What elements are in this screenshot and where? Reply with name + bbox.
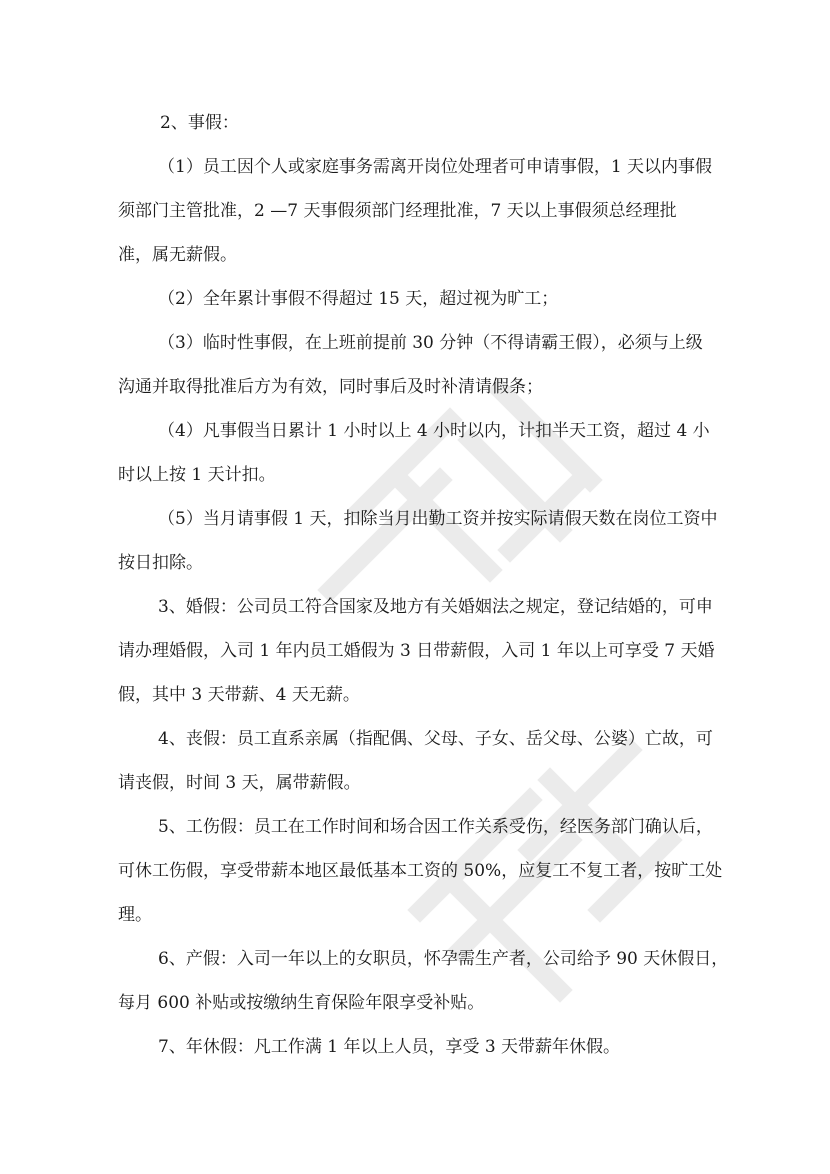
text-line: 请办理婚假，入司 1 年内员工婚假为 3 日带薪假，入司 1 年以上可享受 7 天婚 xyxy=(118,641,715,661)
text-line: 沟通并取得批准后方为有效，同时事后及时补清请假条； xyxy=(118,377,543,397)
text-line: 请丧假，时间 3 天，属带薪假。 xyxy=(118,773,361,793)
text-line: 5、工伤假：员工在工作时间和场合因工作关系受伤，经医务部门确认后， xyxy=(158,817,713,837)
text-line: 每月 600 补贴或按缴纳生育保险年限享受补贴。 xyxy=(118,993,485,1013)
text-line: （4）凡事假当日累计 1 小时以上 4 小时以内，计扣半天工资，超过 4 小 xyxy=(158,421,710,441)
paragraph-personal-leave-5 xyxy=(118,497,718,585)
text-line: 6、产假：入司一年以上的女职员，怀孕需生产者，公司给予 90 天休假日， xyxy=(158,949,729,969)
text-line: （2）全年累计事假不得超过 15 天，超过视为旷工； xyxy=(158,289,559,309)
paragraph-bereavement-leave xyxy=(118,717,718,805)
text-line: 可休工伤假，享受带薪本地区最低基本工资的 50%，应复工不复工者，按旷工处 xyxy=(118,861,723,881)
text-line: 理。 xyxy=(118,905,152,925)
paragraph-personal-leave-heading xyxy=(160,101,760,145)
paragraph-personal-leave-1 xyxy=(118,145,718,277)
text-line: 2、事假： xyxy=(160,113,239,133)
text-line: 4、丧假：员工直系亲属（指配偶、父母、子女、岳父母、公婆）亡故，可 xyxy=(158,729,713,749)
text-line: 须部门主管批准，2 —7 天事假须部门经理批准，7 天以上事假须总经理批 xyxy=(118,201,677,221)
paragraph-work-injury-leave xyxy=(118,805,723,937)
paragraph-personal-leave-4 xyxy=(118,409,718,497)
paragraph-personal-leave-3 xyxy=(118,321,718,409)
text-line: （3）临时性事假，在上班前提前 30 分钟（不得请霸王假），必须与上级 xyxy=(158,333,703,353)
text-line: 假，其中 3 天带薪、4 天无薪。 xyxy=(118,685,360,705)
text-line: （5）当月请事假 1 天，扣除当月出勤工资并按实际请假天数在岗位工资中 xyxy=(158,509,718,529)
text-line: 3、婚假：公司员工符合国家及地方有关婚姻法之规定，登记结婚的，可申 xyxy=(158,597,713,617)
paragraph-marriage-leave xyxy=(118,585,718,717)
text-line: （1）员工因个人或家庭事务需离开岗位处理者可申请事假，1 天以内事假 xyxy=(158,157,713,177)
text-line: 准，属无薪假。 xyxy=(118,245,237,265)
paragraph-maternity-leave xyxy=(118,937,729,1025)
paragraph-personal-leave-2 xyxy=(118,277,718,321)
paragraph-annual-leave xyxy=(118,1025,718,1069)
text-line: 7、年休假：凡工作满 1 年以上人员，享受 3 天带薪年休假。 xyxy=(158,1037,621,1057)
text-line: 按日扣除。 xyxy=(118,553,203,573)
text-line: 时以上按 1 天计扣。 xyxy=(118,465,276,485)
